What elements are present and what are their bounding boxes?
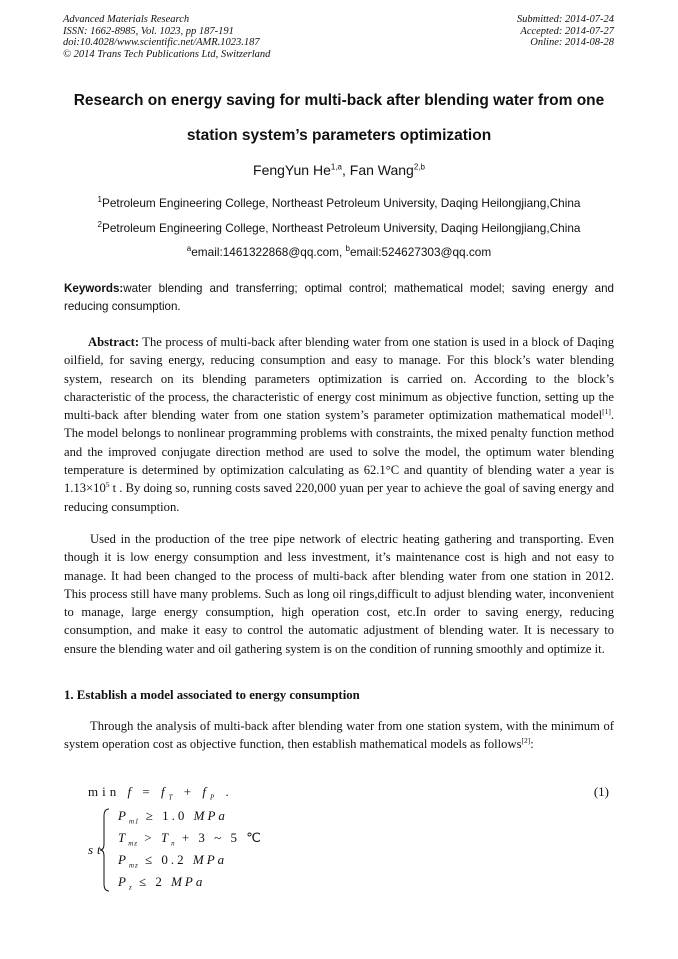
author-2: Fan Wang (349, 162, 414, 178)
abstract: Abstract: The process of multi-back after blending water from one station is used in a block of Daqing oilfield, for saving energy, reducing consumption and easy to manage. For this block’s water blending system, research on its blending parameters optimization is carried on. According to the block’s characteristic of the process, the characteristic of energy cost minimum as objective function, setting up the multi-back after blending water from one station system’s parameter optimization mathematical model[1]. The model belongs to nonlinear programming problems with constraints, the mixed penalty function method and the improved conjugate direction method are used to solve the model, the optimum water blending temperature is determined by optimization calculating as 62.1°C and quantity of blending water a year is $1.13\times 10^5$ t . By doing so, running costs saved 220,000 yuan per year to achieve the goal of saving energy and reducing consumption. (64, 335, 614, 514)
issn-line: ISSN: 1662-8985, Vol. 1023, pp 187-191 (63, 25, 234, 37)
submitted-date: Submitted: 2014-07-24 (516, 14, 614, 25)
constraint-1: $P_{m1} \ge 1.0$ MPa (118, 808, 228, 826)
affiliation-1: $^1$Petroleum Engineering College, Northeast Petroleum University, Daqing Heilongjiang,China (97, 195, 581, 210)
section-1-paragraph: Through the analysis of multi-back after blending water from one station system, with the minimum of system operation cost as objective function, then establish mathematical models as follows[2]: (64, 719, 614, 752)
journal-header (63, 14, 270, 60)
constraint-4: $P_z \le 2$ MPa (118, 874, 206, 892)
author-list: FengYun He$^{1,a}$, Fan Wang$^{2,b}$ (253, 162, 425, 178)
constraint-3: $P_{mz} \le 0.2$ MPa (118, 852, 228, 870)
journal-name: Advanced Materials Research (63, 14, 190, 25)
author-1-mark: 1,a (330, 162, 342, 172)
constraint-2: $T_{mz} > T_n + 3$ ~ 5 ℃ (118, 830, 264, 848)
subject-to-label: st (88, 842, 105, 857)
paper-title-line-1: Research on energy saving for multi-back after blending water from one (73, 92, 605, 109)
intro-paragraph: Used in the production of the tree pipe network of electric heating gathering and transporting. Even though it is low energy consumption and less investment, it’s maintenance cost is high and not easy to manage. It had been changed to the process of multi-back after blending water from one station in 2012. This process still have many problems. Such as long oil rings,difficult to adjust blending water, inconvenient to manage, large energy consumption, high operation cost, etc.In order to saving energy, reducing consumption, and make it easy to control the automatic adjustment of blending water. It is necessary to ensure the blending water and oil gathering system is on the condition of running smoothly and optimize it. (64, 532, 614, 656)
section-heading-1: 1. Establish a model associated to energy consumption (64, 688, 360, 702)
paper-title-line-2: station system’s parameters optimization (186, 127, 492, 144)
doi-line: doi:10.4028/www.scientific.net/AMR.1023.187 (63, 37, 260, 49)
keywords-text: water blending and transferring; optimal control; mathematical model; saving energy and reducing consumption. (64, 282, 614, 313)
keywords-label: Keywords: (64, 282, 124, 295)
citation-2: [2] (521, 736, 531, 746)
dates-header (517, 14, 614, 49)
constraint-brace (100, 808, 110, 892)
objective-equation: $\min f = f_T + f_P$ . (88, 784, 233, 802)
equation-number: (1) (593, 784, 609, 799)
copyright-line: © 2014 Trans Tech Publications Ltd, Switzerland (63, 48, 271, 60)
keywords (64, 280, 614, 316)
affiliation-2: $^2$Petroleum Engineering College, Northeast Petroleum University, Daqing Heilongjiang,China (97, 220, 581, 235)
author-2-mark: 2,b (413, 162, 425, 172)
accepted-date: Accepted: 2014-07-27 (520, 25, 614, 37)
author-emails: $^a$email:1461322868@qq.com, $^b$email:524627303@qq.com (186, 244, 492, 259)
abstract-label: Abstract: (88, 335, 140, 349)
author-1: FengYun He (253, 162, 331, 178)
citation-1: [1] (602, 407, 611, 416)
online-date: Online: 2014-08-28 (530, 37, 614, 49)
